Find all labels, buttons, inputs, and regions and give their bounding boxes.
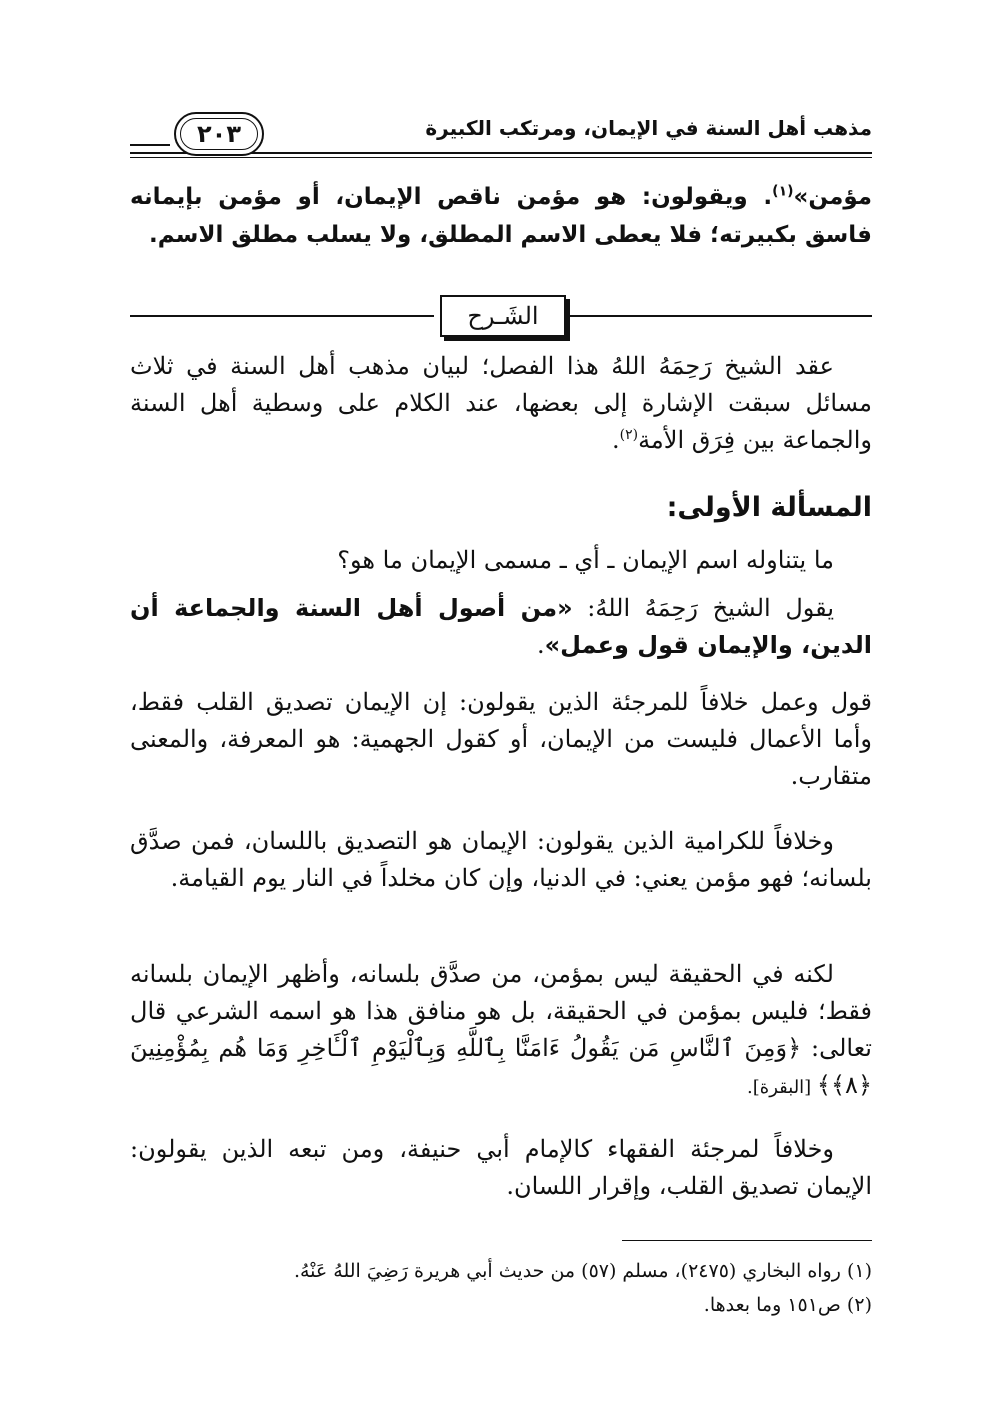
paragraph-3 xyxy=(130,956,872,1106)
matn-line-rest: . ويقولون: هو مؤمن ناقص الإيمان، أو مؤمن بإيمانه فاسق بكبيرته؛ فلا يعطى الاسم المطلق، ولا يسلب مطلق الاسم. xyxy=(130,184,872,248)
section-heading: المسألة الأولى: xyxy=(666,492,872,523)
footnote-1: (١) رواه البخاري (٢٤٧٥)، مسلم (٥٧) من حديث أبي هريرة رَضِيَ اللهُ عَنْهُ. xyxy=(293,1260,872,1282)
paragraph-1: قول وعمل خلافاً للمرجئة الذين يقولون: إن الإيمان تصديق القلب فقط، وأما الأعمال فليست من الإيمان، أو كقول الجهمية: هو المعرفة، والمعنى متقارب. xyxy=(130,688,872,790)
footnote-ref-2: (٢) xyxy=(619,427,639,443)
sharh-divider xyxy=(130,295,872,337)
paragraph-2: وخلافاً للكرامية الذين يقولون: الإيمان هو التصديق باللسان، فمن صدَّق بلسانه؛ فهو مؤمن يعني: في الدنيا، وإن كان مخلداً في النار يوم القيامة. xyxy=(130,827,872,892)
intro-text: عقد الشيخ رَحِمَهُ اللهُ هذا الفصل؛ لبيان مذهب أهل السنة في ثلاث مسائل سبقت الإشارة إلى بعضها، عند الكلام على وسطية أهل السنة والجماعة بين فِرَق الأمة xyxy=(130,352,872,454)
header-rule-thin xyxy=(130,157,872,158)
surah-reference: [البقرة]. xyxy=(747,1077,817,1098)
quote-end: . xyxy=(536,631,545,659)
footnote-rule xyxy=(622,1240,872,1241)
question-line: ما يتناوله اسم الإيمان ـ أي ـ مسمى الإيمان ما هو؟ xyxy=(337,546,834,574)
divider-line-right xyxy=(568,315,872,317)
quote-lead: يقول الشيخ رَحِمَهُ اللهُ: xyxy=(572,594,835,622)
paragraph-3-text: لكنه في الحقيقة ليس بمؤمن، من صدَّق بلسانه، وأظهر الإيمان بلسانه فقط؛ فليس بمؤمن في الحقيقة، بل هو منافق هذا هو اسمه الشرعي قال تعالى: xyxy=(130,960,872,1062)
intro-paragraph xyxy=(130,348,872,459)
quote-bold: «من أصول أهل السنة والجماعة أن الدين، والإيمان قول وعمل» xyxy=(130,594,872,659)
sharh-label: الشَـرح xyxy=(440,295,566,337)
matn-line-start: مؤمن» xyxy=(793,184,872,210)
page-number xyxy=(174,112,264,156)
running-header xyxy=(130,112,872,158)
paragraph-4: وخلافاً لمرجئة الفقهاء كالإمام أبي حنيفة، ومن تبعه الذين يقولون: الإيمان تصديق القلب، وإقرار اللسان. xyxy=(130,1135,872,1200)
divider-line-left xyxy=(130,315,434,317)
intro-end: . xyxy=(611,426,620,454)
matn-text xyxy=(130,178,872,254)
quran-verse: ﴿وَمِنَ ٱلنَّاسِ مَن يَقُولُ ءَامَنَّا بِٱللَّهِ وَبِٱلْيَوْمِ ٱلْـَٔاخِرِ وَمَا هُم بِمُؤْمِنِينَ ﴿٨﴾﴾ xyxy=(130,1034,872,1099)
footnote-ref-1: (١) xyxy=(772,183,794,200)
header-title: مذهب أهل السنة في الإيمان، ومرتكب الكبيرة xyxy=(425,116,872,140)
quote-paragraph xyxy=(130,590,872,664)
page-number-text: ٢٠٣ xyxy=(197,120,241,148)
footnote-2: (٢) ص١٥١ وما بعدها. xyxy=(703,1294,872,1316)
